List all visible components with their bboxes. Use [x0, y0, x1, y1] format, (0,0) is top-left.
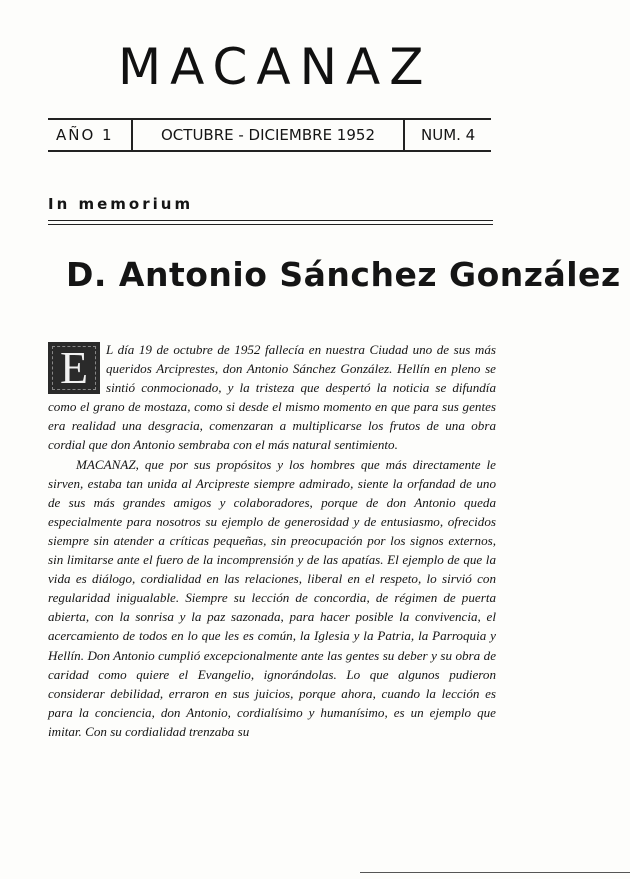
dropcap: E: [48, 342, 100, 394]
issue-year: AÑO 1: [48, 120, 133, 150]
section-heading: In memorium: [48, 195, 194, 213]
paragraph-text: L día 19 de octubre de 1952 fallecía en nuestra Ciudad uno de sus más queridos Arciprestes, don Antonio Sánchez González. Hellín en pleno se sintió conmocionado, y la tristeza que despertó la noticia se difundía como el grano de mostaza, como si desde el mismo momento en que para sus gentes era realidad una desgracia, comenzaran a multiplicarse los frutos de una obra cordial que don Antonio sembraba con el más natural sentimiento.: [48, 342, 496, 453]
issue-number: NUM. 4: [421, 126, 476, 144]
masthead: MACANAZ: [118, 38, 433, 96]
page-edge-line: [360, 872, 630, 873]
paragraph: MACANAZ, que por sus propósitos y los hombres que más directamente le sirven, estaba tan unida al Arcipreste siempre admirado, siente la orfandad de uno de sus más grandes amigos y colaboradores, porque de don Antonio queda especialmente para nosotros su ejemplo de generosidad y de entusiasmo, ofrecidos siempre sin atender a críticas pequeñas, sin preocupación por los signos externos, sin limitarse ante el fuero de la incomprensión y de las apatías. El ejemplo de que la vida es diálogo, cordialidad en las relaciones, liberal en el respeto, lo sirvió con regularidad inigualable. Siempre su lección de concordia, de régimen de puerta abierta, con la sonrisa y la paz sazonada, para hacer posible la convivencia, el acercamiento de todos en lo que les es común, la Iglesia y la Patria, la Parroquia y Hellín. Don Antonio cumplió excepcionalmente ante las gentes su deber y su obra de caridad como quiere el Evangelio, ignorándolas. Lo que algunos pudieron considerar debilidad, erraron en sus juicios, porque ahora, cuando la lección es para la conciencia, don Antonio, cordialísimo y humanísimo, es un ejemplo que imitar. Con su cordialidad trenzaba su: [48, 456, 496, 739]
issue-bar: [48, 118, 491, 152]
article-body: [48, 340, 496, 741]
section-rule-bottom: [48, 224, 493, 225]
section-rule-top: [48, 220, 493, 221]
article-title: D. Antonio Sánchez González: [66, 255, 621, 294]
paragraph: [48, 340, 496, 455]
issue-date: OCTUBRE - DICIEMBRE 1952: [133, 120, 405, 150]
